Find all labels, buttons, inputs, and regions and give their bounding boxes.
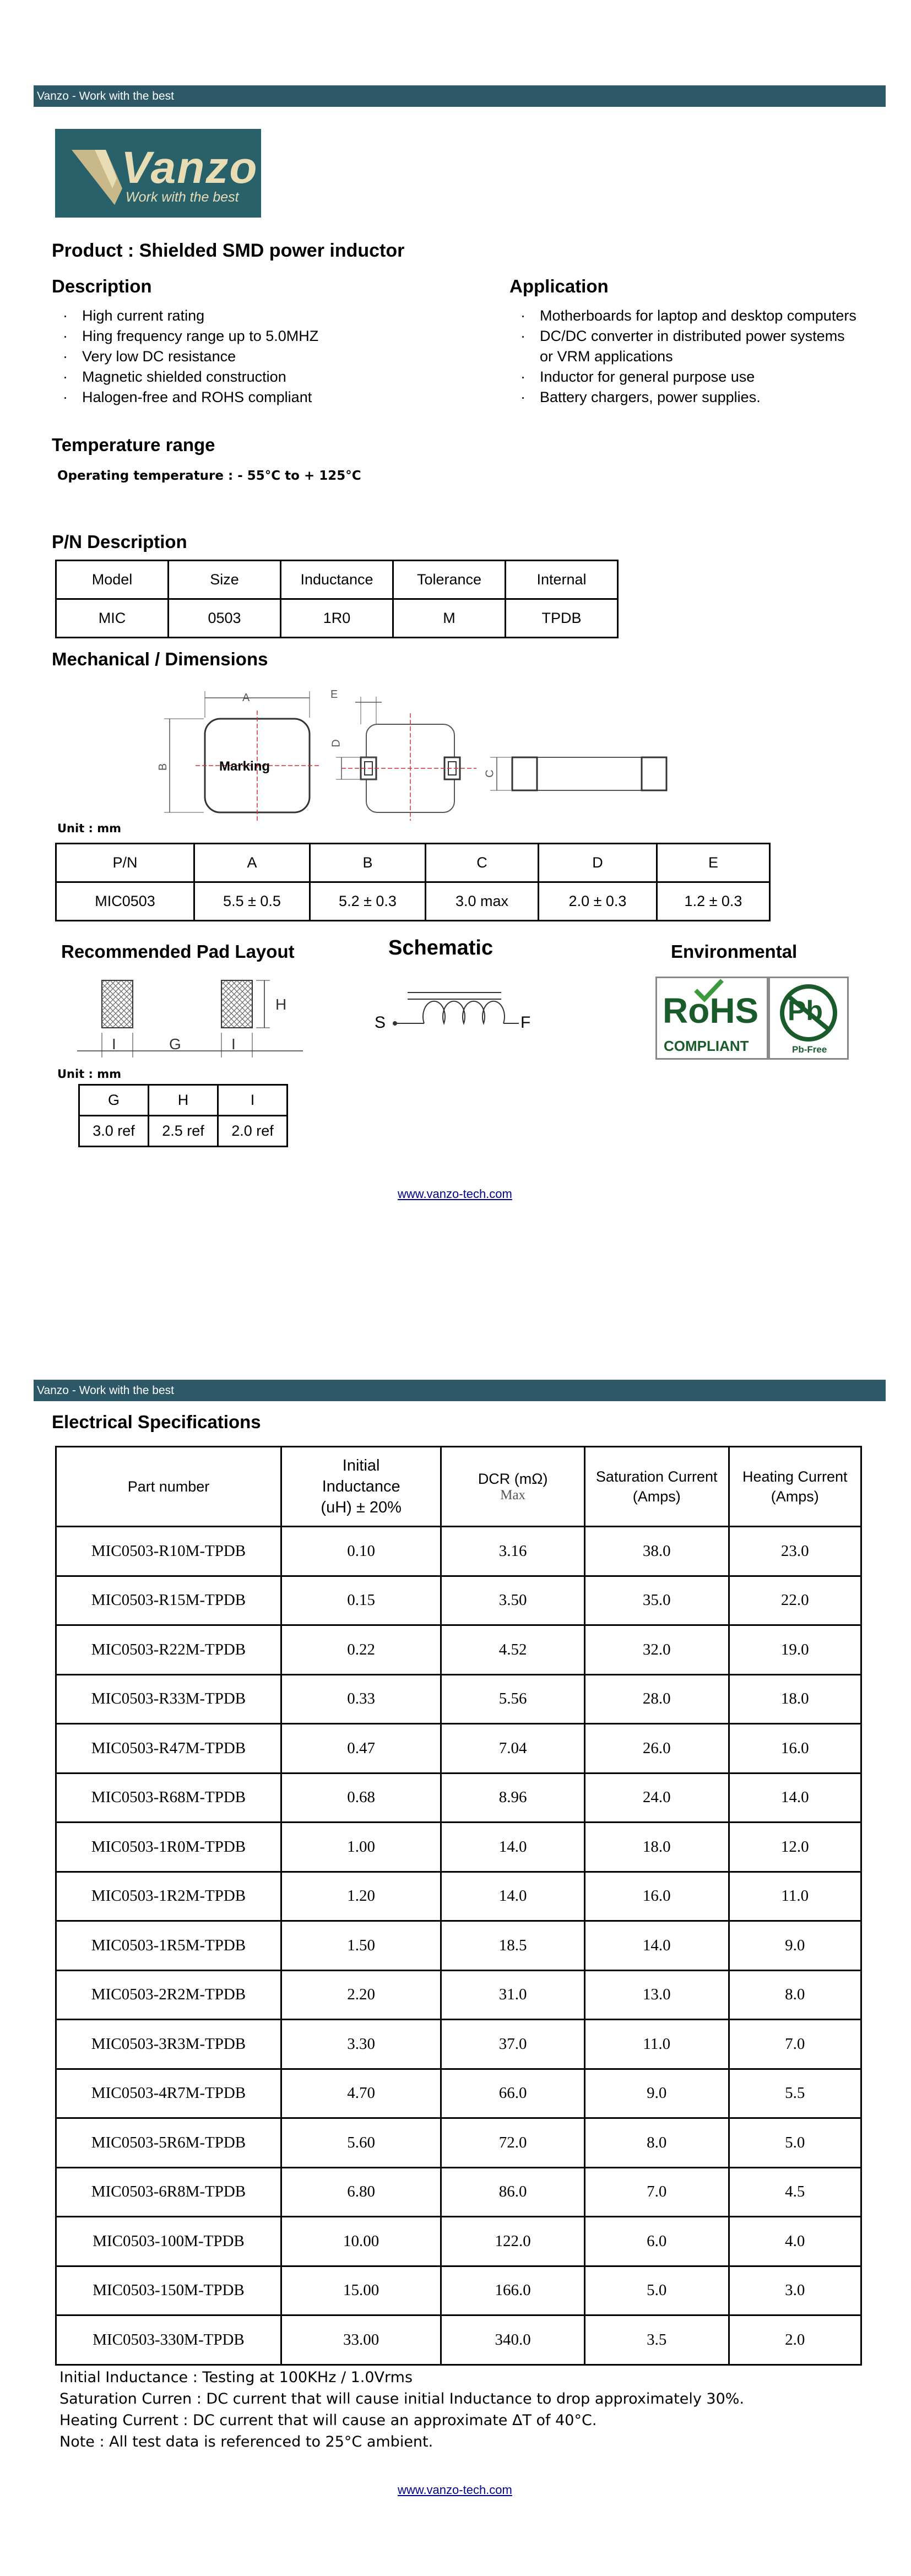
electrical-specs-heading: Electrical Specifications — [52, 1412, 261, 1432]
table-header: Model — [56, 561, 169, 599]
table-cell: 0.10 — [281, 1527, 441, 1576]
table-row — [79, 1085, 288, 1116]
table-row — [56, 1674, 861, 1724]
website-link-page2[interactable]: www.vanzo-tech.com — [398, 2483, 512, 2497]
table-cell: 14.0 — [584, 1921, 729, 1971]
table-cell: 3.16 — [441, 1527, 585, 1576]
pb-free-logo — [768, 977, 849, 1060]
application-list — [509, 306, 856, 408]
table-cell: 4.70 — [281, 2069, 441, 2118]
table-header: I — [218, 1085, 288, 1116]
table-cell: 0.47 — [281, 1724, 441, 1774]
part-number-cell: MIC0503-6R8M-TPDB — [56, 2167, 281, 2217]
table-cell: 8.96 — [441, 1773, 585, 1823]
table-cell: 31.0 — [441, 1970, 585, 2020]
pn-table — [55, 560, 619, 638]
table-row — [56, 1773, 861, 1823]
note-line: Saturation Curren : DC current that will cause initial Inductance to drop approximately 30%. — [59, 2390, 745, 2407]
schematic-f: F — [520, 1013, 531, 1032]
table-cell: 5.0 — [584, 2266, 729, 2315]
environmental-heading: Environmental — [671, 941, 798, 962]
table-cell: 5.5 ± 0.5 — [194, 882, 310, 921]
note-line: Initial Inductance : Testing at 100KHz / 1.0Vrms — [59, 2369, 413, 2386]
table-row — [56, 2266, 861, 2315]
table-cell: 16.0 — [584, 1872, 729, 1921]
description-heading: Description — [52, 276, 152, 296]
table-cell: 2.20 — [281, 1970, 441, 2020]
table-row — [79, 1116, 288, 1147]
dim-label-d: D — [330, 739, 343, 747]
table-cell: 3.50 — [441, 1576, 585, 1625]
table-cell: 7.0 — [584, 2167, 729, 2217]
application-heading: Application — [509, 276, 609, 296]
table-cell: 66.0 — [441, 2069, 585, 2118]
part-number-cell: MIC0503-100M-TPDB — [56, 2217, 281, 2266]
part-number-cell: MIC0503-3R3M-TPDB — [56, 2020, 281, 2069]
part-number-cell: MIC0503-5R6M-TPDB — [56, 2118, 281, 2168]
table-cell: 24.0 — [584, 1773, 729, 1823]
table-header: D — [539, 844, 657, 882]
table-header: B — [310, 844, 426, 882]
saturation-current-header: Saturation Current (Amps) — [584, 1447, 729, 1527]
part-number-cell: MIC0503-4R7M-TPDB — [56, 2069, 281, 2118]
table-cell: 37.0 — [441, 2020, 585, 2069]
table-row — [56, 1625, 861, 1675]
table-cell: 72.0 — [441, 2118, 585, 2168]
temperature-heading: Temperature range — [52, 435, 215, 455]
dim-label-b: B — [157, 763, 170, 771]
list-item: · DC/DC converter in distributed power systems — [509, 326, 856, 346]
part-number-cell: MIC0503-R22M-TPDB — [56, 1625, 281, 1675]
table-cell: TPDB — [506, 599, 618, 638]
dim-label-a: A — [242, 692, 250, 704]
pad-layout-heading: Recommended Pad Layout — [61, 941, 295, 962]
table-header: Size — [169, 561, 281, 599]
table-cell: 0503 — [169, 599, 281, 638]
table-cell: 1.00 — [281, 1823, 441, 1872]
website-link[interactable]: www.vanzo-tech.com — [398, 1187, 512, 1201]
pb-free-text: Pb-Free — [792, 1044, 827, 1055]
rohs-compliant-text: COMPLIANT — [664, 1038, 749, 1054]
table-cell: 19.0 — [729, 1625, 861, 1675]
table-cell: 2.0 ± 0.3 — [539, 882, 657, 921]
logo-tagline: Work with the best — [126, 189, 239, 205]
table-cell: 340.0 — [441, 2315, 585, 2365]
table-cell: 6.0 — [584, 2217, 729, 2266]
table-cell: 5.56 — [441, 1674, 585, 1724]
list-item: · Motherboards for laptop and desktop computers — [509, 306, 856, 326]
schematic-s: S — [375, 1013, 386, 1032]
table-header: Internal — [506, 561, 618, 599]
table-cell: M — [393, 599, 506, 638]
table-cell: 3.0 — [729, 2266, 861, 2315]
table-header: G — [79, 1085, 149, 1116]
table-cell: 32.0 — [584, 1625, 729, 1675]
spec-rows — [56, 1527, 861, 2365]
table-cell: 86.0 — [441, 2167, 585, 2217]
table-cell: 1.50 — [281, 1921, 441, 1971]
mechanical-heading: Mechanical / Dimensions — [52, 649, 268, 669]
inductance-header: Initial Inductance (uH) ± 20% — [281, 1447, 441, 1527]
dcr-header: DCR (mΩ) Max — [441, 1447, 585, 1527]
table-cell: 35.0 — [584, 1576, 729, 1625]
table-cell: 7.04 — [441, 1724, 585, 1774]
table-cell: MIC — [56, 599, 169, 638]
table-cell: 10.00 — [281, 2217, 441, 2266]
pad-label-g: G — [169, 1035, 181, 1053]
list-item: or VRM applications — [540, 348, 673, 365]
list-item: · Magnetic shielded construction — [52, 367, 318, 387]
table-cell: 3.30 — [281, 2020, 441, 2069]
table-header: P/N — [56, 844, 194, 882]
table-cell: 2.5 ref — [149, 1116, 218, 1147]
table-row — [56, 844, 770, 882]
table-cell: 122.0 — [441, 2217, 585, 2266]
note-line: Heating Current : DC current that will cause an approximate ΔT of 40°C. — [59, 2412, 597, 2429]
table-cell: 9.0 — [584, 2069, 729, 2118]
table-cell: 1.2 ± 0.3 — [657, 882, 770, 921]
table-cell: 2.0 ref — [218, 1116, 288, 1147]
table-cell: 18.0 — [729, 1674, 861, 1724]
table-cell: 4.52 — [441, 1625, 585, 1675]
table-row — [56, 2167, 861, 2217]
table-cell: 0.22 — [281, 1625, 441, 1675]
unit-label: Unit : mm — [57, 822, 122, 835]
dim-label-c: C — [484, 769, 496, 778]
pad-label-i-left: I — [112, 1035, 116, 1053]
table-cell: 166.0 — [441, 2266, 585, 2315]
table-row — [56, 1576, 861, 1625]
header-banner: Vanzo - Work with the best — [34, 85, 886, 107]
part-number-cell: MIC0503-2R2M-TPDB — [56, 1970, 281, 2020]
heating-current-header: Heating Current (Amps) — [729, 1447, 861, 1527]
header-banner-page2: Vanzo - Work with the best — [34, 1380, 886, 1401]
table-cell: 1R0 — [281, 599, 393, 638]
table-cell: 33.00 — [281, 2315, 441, 2365]
schematic-heading: Schematic — [388, 936, 494, 959]
table-header: Inductance — [281, 561, 393, 599]
part-number-cell: MIC0503-1R5M-TPDB — [56, 1921, 281, 1971]
part-number-cell: MIC0503-1R2M-TPDB — [56, 1872, 281, 1921]
table-row — [56, 1921, 861, 1971]
pb-text: Pb — [788, 995, 823, 1026]
list-item: · Inductor for general purpose use — [509, 367, 856, 387]
table-cell: 0.15 — [281, 1576, 441, 1625]
table-cell: 26.0 — [584, 1724, 729, 1774]
table-header-row — [56, 1447, 861, 1527]
table-row — [56, 1527, 861, 1576]
table-cell: 0.68 — [281, 1773, 441, 1823]
dimensions-table — [55, 843, 771, 921]
part-number-cell: MIC0503-R10M-TPDB — [56, 1527, 281, 1576]
pn-description-heading: P/N Description — [52, 532, 187, 552]
table-cell: 14.0 — [441, 1823, 585, 1872]
table-cell: 6.80 — [281, 2167, 441, 2217]
pad-label-h: H — [275, 996, 287, 1013]
table-cell: 5.2 ± 0.3 — [310, 882, 426, 921]
pad-layout-drawing — [72, 975, 308, 1069]
table-header: Tolerance — [393, 561, 506, 599]
table-cell: 5.60 — [281, 2118, 441, 2168]
marking-label: Marking — [219, 759, 270, 774]
part-number-cell: MIC0503-R68M-TPDB — [56, 1773, 281, 1823]
table-cell: 7.0 — [729, 2020, 861, 2069]
table-row — [56, 2315, 861, 2365]
table-row — [56, 1823, 861, 1872]
table-header: E — [657, 844, 770, 882]
electrical-specs-table — [55, 1446, 862, 2366]
table-cell: 13.0 — [584, 1970, 729, 2020]
table-cell: 4.5 — [729, 2167, 861, 2217]
list-item: · High current rating — [52, 306, 318, 326]
part-number-header: Part number — [56, 1447, 281, 1527]
table-row — [56, 561, 618, 599]
description-list — [52, 306, 318, 408]
table-row — [56, 1872, 861, 1921]
product-title: Product : Shielded SMD power inductor — [52, 240, 405, 261]
table-cell: 8.0 — [729, 1970, 861, 2020]
table-row — [56, 2020, 861, 2069]
table-row — [56, 882, 770, 921]
pad-unit-label: Unit : mm — [57, 1067, 122, 1081]
table-header: A — [194, 844, 310, 882]
table-header: H — [149, 1085, 218, 1116]
schematic-drawing — [375, 986, 534, 1046]
table-cell: 3.0 max — [426, 882, 539, 921]
dim-label-e: E — [330, 688, 338, 701]
rohs-text: RoHS — [663, 991, 759, 1031]
table-cell: 11.0 — [729, 1872, 861, 1921]
table-cell: 2.0 — [729, 2315, 861, 2365]
table-row — [56, 1724, 861, 1774]
vanzo-logo — [55, 129, 261, 218]
table-cell: 14.0 — [729, 1773, 861, 1823]
table-cell: 9.0 — [729, 1921, 861, 1971]
table-row — [56, 2069, 861, 2118]
mechanical-drawing — [154, 680, 677, 829]
table-cell: 0.33 — [281, 1674, 441, 1724]
table-cell: 16.0 — [729, 1724, 861, 1774]
table-cell: 4.0 — [729, 2217, 861, 2266]
table-cell: MIC0503 — [56, 882, 194, 921]
table-cell: 5.0 — [729, 2118, 861, 2168]
table-cell: 1.20 — [281, 1872, 441, 1921]
table-cell: 23.0 — [729, 1527, 861, 1576]
table-cell: 18.5 — [441, 1921, 585, 1971]
table-cell: 3.5 — [584, 2315, 729, 2365]
table-cell: 8.0 — [584, 2118, 729, 2168]
table-cell: 38.0 — [584, 1527, 729, 1576]
pad-label-i-right: I — [231, 1035, 236, 1053]
list-item: · Battery chargers, power supplies. — [509, 387, 856, 408]
table-cell: 22.0 — [729, 1576, 861, 1625]
list-item: · Very low DC resistance — [52, 346, 318, 367]
part-number-cell: MIC0503-150M-TPDB — [56, 2266, 281, 2315]
table-cell: 18.0 — [584, 1823, 729, 1872]
table-header: C — [426, 844, 539, 882]
table-cell: 12.0 — [729, 1823, 861, 1872]
part-number-cell: MIC0503-1R0M-TPDB — [56, 1823, 281, 1872]
table-cell: 14.0 — [441, 1872, 585, 1921]
logo-name: Vanzo — [121, 143, 258, 193]
table-cell: 15.00 — [281, 2266, 441, 2315]
part-number-cell: MIC0503-R15M-TPDB — [56, 1576, 281, 1625]
table-cell: 5.5 — [729, 2069, 861, 2118]
table-row — [56, 2217, 861, 2266]
table-cell: 11.0 — [584, 2020, 729, 2069]
list-item: · Hing frequency range up to 5.0MHZ — [52, 326, 318, 346]
part-number-cell: MIC0503-330M-TPDB — [56, 2315, 281, 2365]
notes-block — [59, 2367, 744, 2453]
table-row — [56, 1970, 861, 2020]
list-item: · Halogen-free and ROHS compliant — [52, 387, 318, 408]
part-number-cell: MIC0503-R33M-TPDB — [56, 1674, 281, 1724]
checkmark-icon — [692, 978, 725, 1003]
pad-table — [78, 1084, 288, 1147]
table-row — [56, 599, 618, 638]
table-row — [56, 2118, 861, 2168]
note-line: Note : All test data is referenced to 25°C ambient. — [59, 2433, 433, 2450]
table-cell: 28.0 — [584, 1674, 729, 1724]
temperature-text: Operating temperature : - 55°C to + 125°C — [57, 469, 361, 483]
table-cell: 3.0 ref — [79, 1116, 149, 1147]
rohs-logo — [655, 977, 768, 1060]
part-number-cell: MIC0503-R47M-TPDB — [56, 1724, 281, 1774]
